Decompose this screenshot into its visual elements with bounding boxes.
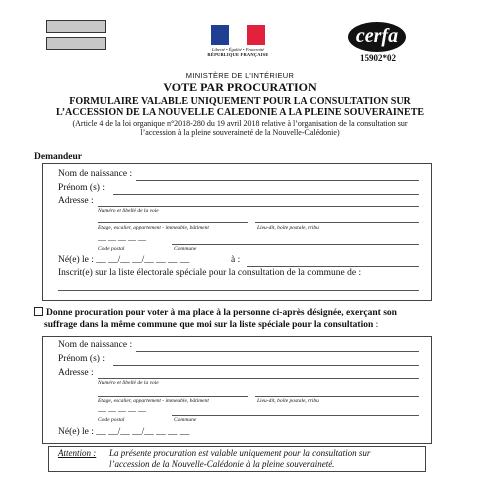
- subtitle-line-2: L’ACCESSION DE LA NOUVELLE CALEDONIE A LA PLEINE SOUVERAINETE: [55, 107, 425, 118]
- mandataire-voie-hint: Numéro et libellé de la voie: [98, 380, 159, 386]
- mandataire-prenom-field[interactable]: [113, 365, 419, 366]
- demandeur-nom-label: Nom de naissance :: [58, 169, 133, 179]
- demandeur-date-field[interactable]: __ __/__ __/__ __ __ __: [96, 255, 190, 265]
- demandeur-code-postal-hint: Code postal: [98, 246, 125, 252]
- attention-label: Attention :: [58, 448, 97, 458]
- french-flag-icon: [211, 25, 265, 45]
- reference-box-2: [46, 37, 106, 50]
- mandataire-adresse-voie-field[interactable]: [98, 378, 419, 379]
- demandeur-heading: Demandeur: [34, 152, 83, 162]
- republic-name: RÉPUBLIQUE FRANÇAISE: [207, 52, 269, 57]
- mandataire-etage-field[interactable]: [98, 396, 248, 397]
- demandeur-voie-hint: Numéro et libellé de la voie: [98, 208, 159, 214]
- mandataire-adresse-label: Adresse :: [58, 368, 94, 378]
- demandeur-commune-field[interactable]: [172, 244, 419, 245]
- procuration-text-1: Donne procuration pour voter à ma place à la personne ci-après désignée, exerçant son: [46, 308, 397, 318]
- procuration-checkbox[interactable]: [34, 307, 43, 316]
- mandataire-ne-le: Né(e) le :: [58, 427, 94, 437]
- mandataire-etage-hint: Etage, escalier, appartement - immeuble, bâtiment: [98, 398, 209, 404]
- subtitle-line-1: FORMULAIRE VALABLE UNIQUEMENT POUR LA CONSULTATION SUR: [69, 96, 411, 107]
- demandeur-adresse-label: Adresse :: [58, 196, 94, 206]
- procuration-line-1: [34, 307, 397, 319]
- demandeur-lieu-naissance-field[interactable]: [247, 266, 419, 267]
- demandeur-etage-hint: Etage, escalier, appartement - immeuble, bâtiment: [98, 225, 209, 231]
- demandeur-lieu-label: à :: [231, 255, 241, 265]
- republic-motto: Liberté • Égalité • Fraternité: [211, 47, 265, 52]
- procuration-text-2-end: :: [373, 320, 379, 330]
- demandeur-adresse-voie-field[interactable]: [98, 206, 419, 207]
- demandeur-prenom-label: Prénom (s) :: [58, 183, 105, 193]
- mandataire-frame: [42, 336, 432, 444]
- mandataire-commune-hint: Commune: [174, 417, 197, 423]
- demandeur-prenom-field[interactable]: [113, 194, 419, 195]
- demandeur-frame: [42, 163, 432, 301]
- demandeur-lieudit-hint: Lieu-dit, boîte postale, tribu: [257, 225, 319, 231]
- mandataire-commune-field[interactable]: [172, 415, 419, 416]
- attention-line-1: La présente procuration est valable uniquement pour la consultation sur: [109, 448, 371, 458]
- legal-reference: [0, 119, 480, 137]
- demandeur-etage-field[interactable]: [98, 222, 248, 223]
- demandeur-ne-le: Né(e) le :: [58, 255, 94, 265]
- demandeur-inscrit-label: Inscrit(e) sur la liste électorale spéciale pour la consultation de la commune de :: [58, 268, 362, 278]
- ministry-name: MINISTÈRE DE L’INTÉRIEUR: [185, 71, 295, 80]
- mandataire-naissance-label: [58, 427, 189, 437]
- article-line-2: l’accession à la pleine souveraineté de la Nouvelle-Calédonie): [140, 128, 340, 137]
- demandeur-commune-hint: Commune: [174, 246, 197, 252]
- republique-francaise-logo: [207, 25, 269, 65]
- article-line-1: (Article 4 de la loi organique n°2018-280 du 19 avril 2018 relative à l’organisation de la consultation sur: [72, 119, 408, 128]
- cerfa-logo: cerfa: [348, 22, 406, 52]
- form-subtitle: [0, 96, 480, 118]
- mandataire-code-postal-hint: Code postal: [98, 417, 125, 423]
- procuration-option: [34, 307, 397, 331]
- procuration-text-2: suffrage dans la même commune que moi sur la liste spéciale pour la consultation: [44, 320, 374, 330]
- mandataire-lieudit-hint: Lieu-dit, boîte postale, tribu: [257, 398, 319, 404]
- attention-text: [109, 448, 370, 470]
- mandataire-nom-field[interactable]: [136, 351, 419, 352]
- demandeur-naissance-label: [58, 255, 189, 265]
- mandataire-prenom-label: Prénom (s) :: [58, 354, 105, 364]
- reference-box-1: [46, 20, 106, 33]
- demandeur-nom-field[interactable]: [136, 180, 419, 181]
- demandeur-code-postal-field[interactable]: __ __ __ __ __: [98, 233, 146, 242]
- mandataire-lieudit-field[interactable]: [255, 396, 419, 397]
- mandataire-nom-label: Nom de naissance :: [58, 340, 133, 350]
- procuration-line-2: [34, 319, 397, 331]
- form-title: VOTE PAR PROCURATION: [163, 80, 317, 94]
- mandataire-date-field[interactable]: __ __/__ __/__ __ __ __: [96, 427, 190, 437]
- attention-line-2: l’accession de la Nouvelle-Calédonie à la pleine souveraineté.: [109, 459, 335, 469]
- demandeur-lieudit-field[interactable]: [255, 222, 419, 223]
- form-number: 15902*02: [360, 53, 396, 63]
- demandeur-commune-inscription-field[interactable]: [58, 290, 419, 291]
- attention-box: [48, 446, 426, 472]
- mandataire-code-postal-field[interactable]: __ __ __ __ __: [98, 404, 146, 413]
